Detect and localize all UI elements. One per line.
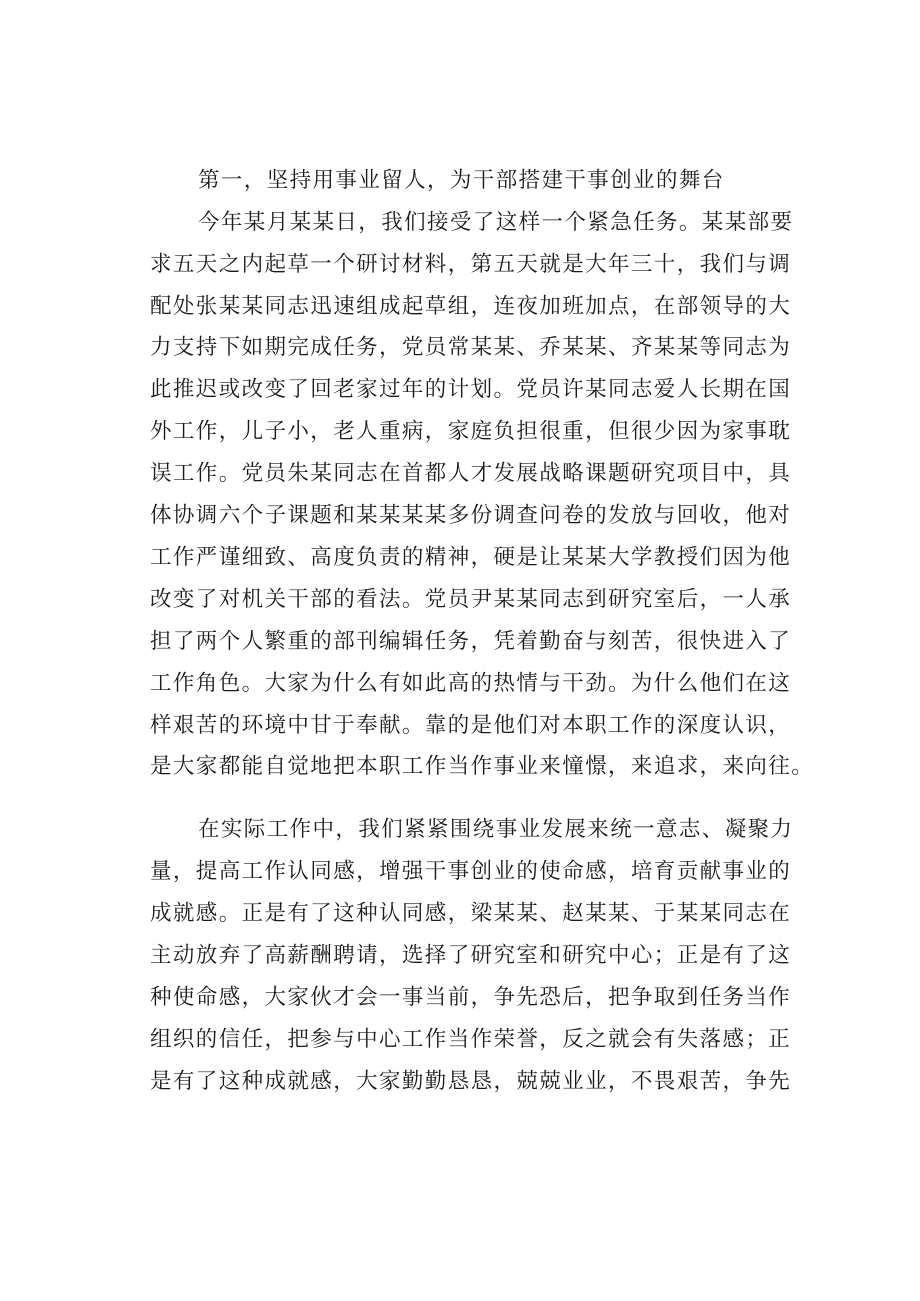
paragraph-line: 配处张某某同志迅速组成起草组，连夜加班加点，在部领导的大 xyxy=(150,294,792,319)
paragraph-line: 担了两个人繁重的部刊编辑任务，凭着勤奋与刻苦，很快进入了 xyxy=(150,629,792,654)
paragraph-line: 此推迟或改变了回老家过年的计划。党员许某同志爱人长期在国 xyxy=(150,377,792,402)
paragraph-line: 工作严谨细致、高度负责的精神，硬是让某某大学教授们因为他 xyxy=(150,545,792,570)
paragraph-line: 在实际工作中，我们紧紧围绕事业发展来统一意志、凝聚力 xyxy=(198,817,794,842)
paragraph-line: 体协调六个子课题和某某某某多份调查问卷的发放与回收，他对 xyxy=(150,503,792,528)
paragraph-line: 种使命感，大家伙才会一事当前，争先恐后，把争取到任务当作 xyxy=(150,985,792,1010)
section-heading: 第一，坚持用事业留人，为干部搭建干事创业的舞台 xyxy=(198,168,725,193)
paragraph-line: 力支持下如期完成任务，党员常某某、乔某某、齐某某等同志为 xyxy=(150,335,792,360)
paragraph-line: 组织的信任，把参与中心工作当作荣誉，反之就会有失落感；正 xyxy=(150,1027,792,1052)
paragraph-line: 是有了这种成就感，大家勤勤恳恳，兢兢业业，不畏艰苦，争先 xyxy=(150,1069,792,1094)
paragraph-line: 今年某月某某日，我们接受了这样一个紧急任务。某某部要 xyxy=(198,210,794,235)
paragraph-line: 外工作，儿子小，老人重病，家庭负担很重，但很少因为家事耽 xyxy=(150,419,792,444)
paragraph-line: 求五天之内起草一个研讨材料，第五天就是大年三十，我们与调 xyxy=(150,252,792,277)
paragraph-line: 主动放弃了高薪酬聘请，选择了研究室和研究中心；正是有了这 xyxy=(150,943,792,968)
paragraph-line: 误工作。党员朱某同志在首都人才发展战略课题研究项目中，具 xyxy=(150,461,792,486)
paragraph-line: 样艰苦的环境中甘于奉献。靠的是他们对本职工作的深度认识， xyxy=(150,713,792,738)
paragraph-line: 量，提高工作认同感，增强干事创业的使命感，培育贡献事业的 xyxy=(150,859,792,884)
paragraph-line: 改变了对机关干部的看法。党员尹某某同志到研究室后，一人承 xyxy=(150,587,792,612)
paragraph-line: 成就感。正是有了这种认同感，梁某某、赵某某、于某某同志在 xyxy=(150,901,792,926)
paragraph-line: 是大家都能自觉地把本职工作当作事业来憧憬，来追求，来向往。 xyxy=(150,754,815,779)
paragraph-line: 工作角色。大家为什么有如此高的热情与干劲。为什么他们在这 xyxy=(150,671,792,696)
